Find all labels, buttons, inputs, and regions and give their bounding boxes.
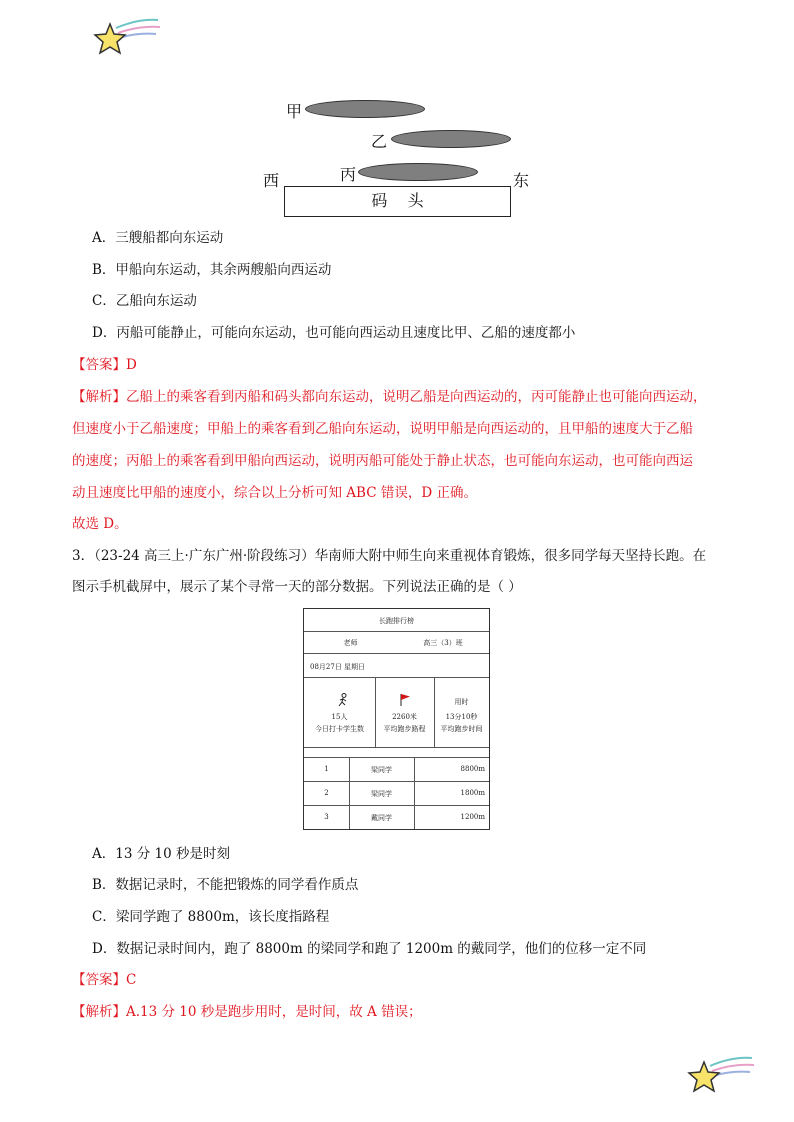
student-name: 梁同学: [371, 766, 392, 774]
student-name: 梁同学: [371, 790, 392, 798]
q3-option-c: C．梁同学跑了 8800m，该长度指路程: [92, 909, 330, 925]
star-decoration-icon: [92, 16, 162, 58]
boat-jia: [305, 100, 425, 118]
boat-label-yi: 乙: [371, 132, 388, 151]
q2-option-a: A．三艘船都向东运动: [92, 230, 224, 246]
q2-conclusion: 故选 D。: [72, 516, 128, 532]
q3-option-b: B．数据记录时，不能把锻炼的同学看作质点: [92, 877, 359, 893]
distance: 1800m: [460, 789, 485, 797]
q2-analysis-line-1: [72, 387, 707, 407]
runner-icon: [337, 693, 349, 707]
answer-value: D: [126, 357, 137, 373]
q3-option-d: D．数据记录时间内，跑了 8800m 的梁同学和跑了 1200m 的戴同学，他们的位移一定不同: [92, 941, 647, 957]
rank: 1: [324, 765, 329, 773]
phone-screenshot: [303, 608, 490, 830]
stat-value-distance: 2260米: [392, 713, 417, 721]
q3-answer: [72, 970, 136, 990]
q3-stem-line-2: 图示手机截屏中，展示了某个寻常一天的部分数据。下列说法正确的是（ ）: [72, 579, 522, 595]
west-label: 西: [263, 171, 280, 190]
stat-label-checkin: 今日打卡学生数: [315, 725, 364, 733]
screenshot-title: 长跑排行榜: [379, 617, 414, 625]
rank: 2: [324, 789, 329, 797]
analysis-text: 乙船上的乘客看到丙船和码头都向东运动，说明乙船是向西运动的，丙可能静止也可能向西运动，: [126, 389, 707, 405]
distance: 1200m: [460, 813, 485, 821]
boat-label-jia: 甲: [286, 102, 303, 121]
stat-label-time: 平均跑步时间: [440, 725, 483, 733]
stat-value-time-label: 用时: [454, 698, 469, 706]
q2-analysis-line-2: 但速度小于乙船速度；甲船上的乘客看到乙船向东运动，说明甲船是向西运动的，且甲船的速度大于乙船: [72, 421, 693, 437]
answer-value: C: [126, 972, 137, 988]
q3-stem-line-1: 3．（23-24 高三上·广东广州·阶段练习）华南师大附中师生向来重视体育锻炼，很多同学每天坚持长跑。在: [72, 548, 707, 564]
rank: 3: [324, 813, 329, 821]
table-row: [304, 781, 489, 806]
table-row: [304, 757, 489, 782]
analysis-tag: 【解析】: [72, 1004, 126, 1020]
distance: 8800m: [460, 765, 485, 773]
answer-tag: 【答案】: [72, 357, 126, 373]
q3-option-a: A．13 分 10 秒是时刻: [92, 846, 230, 862]
boat-bing: [358, 163, 478, 181]
q3-analysis-line-1: [72, 1002, 422, 1022]
dock: 码 头: [284, 186, 511, 217]
teacher-label: 老师: [343, 639, 358, 647]
q2-analysis-line-4: 动且速度比甲船的速度小，综合以上分析可知 ABC 错误，D 正确。: [72, 485, 477, 501]
table-row: [304, 805, 489, 830]
q2-option-d: D．丙船可能静止，可能向东运动，也可能向西运动且速度比甲、乙船的速度都小: [92, 325, 576, 341]
q2-option-b: B．甲船向东运动，其余两艘船向西运动: [92, 262, 332, 278]
q2-answer: [72, 355, 137, 375]
class-label: 高三（3）班: [423, 639, 463, 647]
stat-label-distance: 平均跑步路程: [383, 725, 426, 733]
east-label: 东: [513, 171, 530, 190]
analysis-tag: 【解析】: [72, 389, 126, 405]
stat-value-time: 13分10秒: [445, 713, 478, 721]
flag-icon: [399, 693, 411, 707]
analysis-text: A.13 分 10 秒是跑步用时，是时间，故 A 错误；: [126, 1004, 422, 1020]
date-label: 08月27日 星期日: [310, 663, 366, 671]
boat-label-bing: 丙: [340, 165, 357, 184]
stat-value-checkin: 15人: [331, 713, 348, 721]
star-decoration-icon: [686, 1054, 756, 1096]
q2-analysis-line-3: 的速度；丙船上的乘客看到甲船向西运动，说明丙船可能处于静止状态，也可能向东运动，也可能向西运: [72, 453, 693, 469]
boat-yi: [391, 130, 511, 148]
q2-option-c: C．乙船向东运动: [92, 293, 197, 309]
student-name: 戴同学: [371, 814, 392, 822]
answer-tag: 【答案】: [72, 972, 126, 988]
